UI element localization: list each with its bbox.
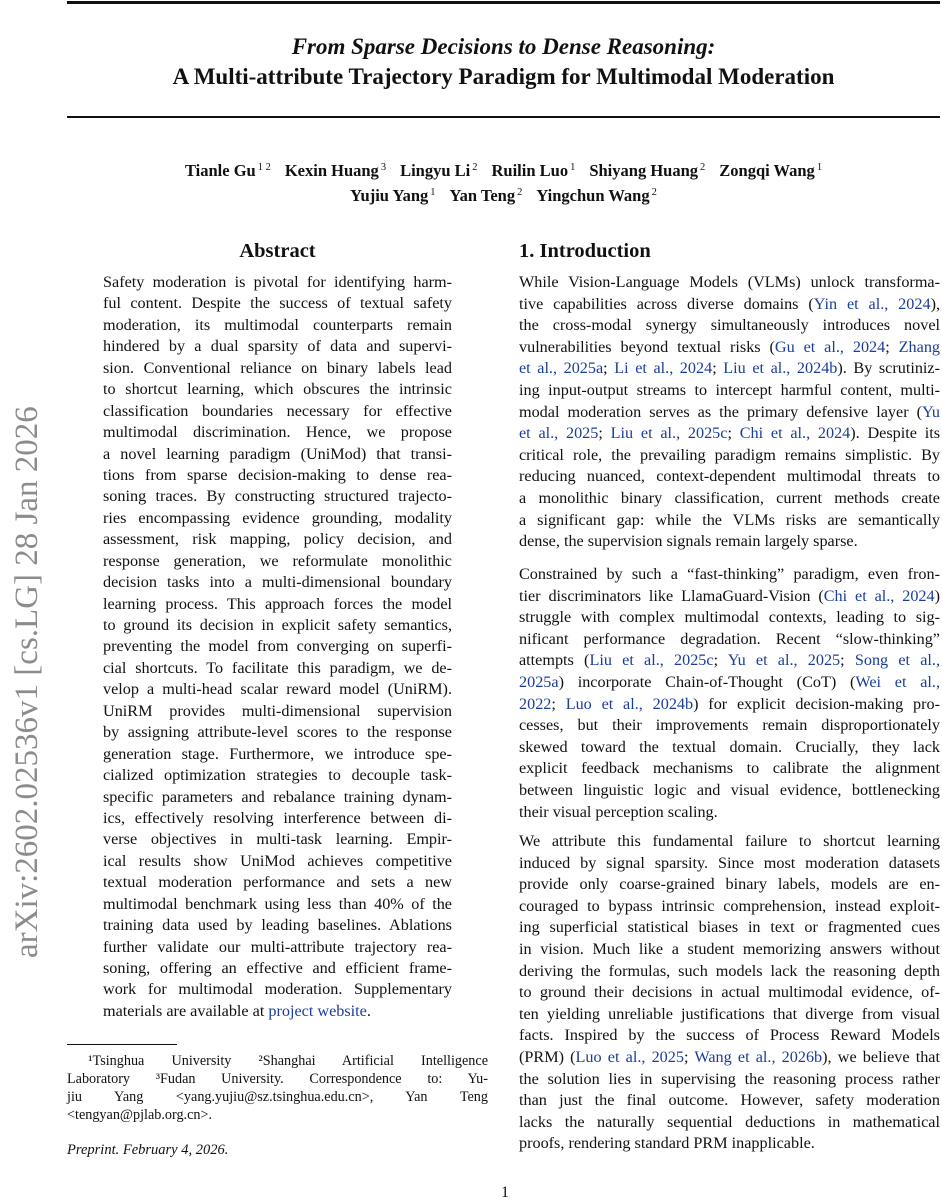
text-line xyxy=(103,915,452,936)
title-line-1: From Sparse Decisions to Dense Reasoning: xyxy=(291,34,716,59)
text-line xyxy=(103,808,452,829)
text-segment: Laboratory ³Fudan University. Correspondence to: Yu- xyxy=(67,1071,488,1087)
text-segment: ; xyxy=(885,337,899,356)
citation-link[interactable]: Liu et al., 2024b xyxy=(723,359,838,378)
text-segment: learning process. This approach forces the model xyxy=(103,594,452,613)
citation-link[interactable]: Yin et al., 2024 xyxy=(813,294,931,313)
text-segment: ; xyxy=(683,1047,695,1066)
text-line xyxy=(103,1001,452,1022)
preprint-date: Preprint. February 4, 2026. xyxy=(67,1142,229,1158)
title-line-2: A Multi-attribute Trajectory Paradigm for Multimodal Moderation xyxy=(172,64,835,89)
text-segment: cialized optimization strategies to decouple task- xyxy=(103,766,452,785)
text-segment: sion. Conventional reliance on binary labels lead xyxy=(103,358,452,377)
text-line xyxy=(103,379,452,400)
text-segment: soning, offering an effective and efficient frame- xyxy=(103,959,452,977)
text-line xyxy=(519,917,940,939)
text-line xyxy=(519,737,940,759)
citation-link[interactable]: Chi et al., 2024 xyxy=(823,586,935,605)
citation-link[interactable]: Song et al., xyxy=(854,651,941,670)
text-segment: further validate our multi-attribute trajectory rea- xyxy=(103,937,452,956)
text-segment: moderation, its multimodal counterparts remain xyxy=(103,315,452,334)
text-segment: induced by signal sparsity. Since most moderation datasets xyxy=(519,853,940,872)
text-line xyxy=(519,488,940,510)
text-segment: ; xyxy=(712,359,724,378)
citation-link[interactable]: Wang et al., 2026b xyxy=(694,1047,823,1066)
text-segment: their visual perception scaling. xyxy=(519,802,718,821)
author-name: Yingchun Wang xyxy=(536,186,650,205)
text-segment: generation stage. Furthermore, we introduce spe- xyxy=(103,744,452,763)
abstract-heading: Abstract xyxy=(239,240,316,262)
text-line xyxy=(519,315,940,337)
text-line xyxy=(519,853,940,875)
author-affiliation-marker: 1 xyxy=(430,187,436,198)
text-line xyxy=(519,607,940,629)
author xyxy=(589,161,705,180)
text-line xyxy=(103,594,452,615)
author-affiliation-marker: 1 2 xyxy=(257,162,271,173)
text-line xyxy=(519,1112,940,1134)
text-segment: dense, the supervision signals remain largely sparse. xyxy=(519,532,858,551)
author-affiliation-marker: 2 xyxy=(472,162,478,173)
text-line xyxy=(103,272,452,293)
text-segment: We attribute this fundamental failure to shortcut learning xyxy=(519,832,940,850)
author xyxy=(185,161,271,180)
author xyxy=(491,161,575,180)
text-line xyxy=(103,872,452,893)
abstract-text xyxy=(103,272,452,1022)
text-line xyxy=(519,874,940,896)
text-line xyxy=(103,636,452,657)
citation-link[interactable]: Zhang xyxy=(898,337,941,356)
text-segment: critical role, the prevailing paradigm remains simplistic. By xyxy=(519,445,940,464)
text-segment: tive capabilities across diverse domains ( xyxy=(519,294,814,313)
text-line xyxy=(519,531,940,553)
text-segment: ), xyxy=(930,294,940,313)
text-line xyxy=(103,529,452,550)
text-line xyxy=(103,293,452,314)
text-line xyxy=(103,444,452,465)
intro-paragraph xyxy=(519,564,940,823)
text-segment: ; xyxy=(727,424,740,443)
citation-link[interactable]: Yu xyxy=(922,402,940,421)
text-line xyxy=(519,564,940,586)
text-line xyxy=(103,679,452,700)
author xyxy=(536,186,657,205)
citation-link[interactable]: project website xyxy=(268,1001,367,1020)
text-segment: ; xyxy=(713,651,728,670)
text-line xyxy=(103,486,452,507)
text-segment: couraged to bypass intrinsic comprehension, instead exploit- xyxy=(519,896,940,915)
text-line xyxy=(519,1069,940,1091)
text-segment: jiu Yang <yang.yujiu@sz.tsinghua.edu.cn>, Yan Teng xyxy=(67,1089,488,1105)
footnote-rule xyxy=(67,1044,177,1045)
title-bottom-rule xyxy=(67,116,940,118)
text-segment: cial shortcuts. To facilitate this paradigm, we de- xyxy=(103,658,452,677)
text-segment: ries encompassing evidence grounding, modality xyxy=(103,508,452,527)
text-segment: preventing the model from converging on superfi- xyxy=(103,637,452,656)
text-line xyxy=(103,358,452,379)
text-line xyxy=(519,961,940,983)
text-line xyxy=(103,722,452,743)
text-segment: to ground its decision in explicit safety semantics, xyxy=(103,616,452,634)
text-line xyxy=(519,1004,940,1026)
text-line xyxy=(519,337,940,359)
text-segment: ing input-output streams to intercept harmful content, multi- xyxy=(519,380,940,399)
author-name: Ruilin Luo xyxy=(491,161,569,180)
author-name: Yan Teng xyxy=(449,186,516,205)
text-segment: proofs, rendering standard PRM inapplicable. xyxy=(519,1134,815,1153)
text-segment: ). Despite its xyxy=(850,424,940,443)
text-segment: decision tasks into a multi-dimensional boundary xyxy=(103,573,452,592)
text-segment: ), we believe that xyxy=(822,1047,940,1066)
text-segment: ) for explicit decision-making pro- xyxy=(693,694,940,713)
text-line xyxy=(519,358,940,380)
text-segment: reducing nuanced, context-dependent multimodal threats to xyxy=(519,467,940,486)
text-segment: tier discriminators like LlamaGuard-Vision ( xyxy=(519,586,824,605)
text-segment: work for multimodal moderation. Supplementary xyxy=(103,980,452,999)
section-heading-introduction: 1. Introduction xyxy=(519,240,651,262)
text-segment: multimodal benchmark using less than 40% of the xyxy=(103,894,452,913)
author-name: Shiyang Huang xyxy=(589,161,699,180)
text-segment: ; xyxy=(840,651,855,670)
text-line xyxy=(103,744,452,765)
text-line xyxy=(519,1025,940,1047)
text-segment: modal moderation serves as the primary defensive layer ( xyxy=(519,402,922,421)
text-line xyxy=(103,315,452,336)
author xyxy=(350,186,435,205)
text-segment: specific parameters and rebalance training dynam- xyxy=(103,787,452,806)
text-segment: UniRM provides multi-dimensional supervision xyxy=(103,701,452,720)
text-segment: struggle with complex multimodal contexts, leading to sig- xyxy=(519,608,940,627)
text-line xyxy=(519,939,940,961)
author-affiliation-marker: 2 xyxy=(651,187,657,198)
text-segment: (PRM) ( xyxy=(519,1047,576,1066)
text-segment: ¹Tsinghua University ²Shanghai Artificial Intelligence xyxy=(67,1053,488,1069)
author-affiliation-marker: 1 xyxy=(816,162,823,173)
author-list xyxy=(67,157,940,207)
text-line xyxy=(519,1047,940,1069)
text-line xyxy=(519,586,940,608)
text-line xyxy=(103,658,452,679)
text-segment: provide only coarse-grained binary labels, models are en- xyxy=(519,875,940,894)
text-segment: to ground their decisions in actual multimodal evidence, of- xyxy=(519,983,940,1002)
text-segment: by assigning attribute-level scores to the response xyxy=(103,723,452,742)
citation-link[interactable]: Li et al., 2024 xyxy=(614,359,713,378)
author-row xyxy=(67,157,940,182)
text-segment: vulnerabilities beyond textual risks ( xyxy=(519,337,775,356)
text-segment: to shortcut learning, which obscures the intrinsic xyxy=(103,380,452,399)
text-line xyxy=(103,787,452,808)
text-segment: ics, effectively resolving interference between di- xyxy=(103,808,452,827)
author xyxy=(285,161,386,180)
text-segment: . xyxy=(366,1001,371,1020)
author-name: Yujiu Yang xyxy=(350,186,429,205)
author-affiliation-marker: 1 xyxy=(570,162,576,173)
arxiv-stamp: arXiv:2602.02536v1 [cs.LG] 28 Jan 2026 xyxy=(9,406,45,958)
text-line xyxy=(519,896,940,918)
footnote-affiliations xyxy=(67,1052,488,1124)
text-line xyxy=(103,765,452,786)
text-segment: a novel learning paradigm (UniMod) that transi- xyxy=(103,444,452,463)
text-line xyxy=(103,829,452,850)
text-line xyxy=(103,979,452,1000)
text-segment: While Vision-Language Models (VLMs) unlock transforma- xyxy=(519,273,940,291)
author-name: Lingyu Li xyxy=(400,161,471,180)
text-line xyxy=(519,510,940,532)
text-line xyxy=(519,423,940,445)
author xyxy=(400,161,477,180)
text-segment: lacks the naturally sequential deductions in mathematical xyxy=(519,1112,940,1131)
text-segment: ) incorporate Chain-of-Thought (CoT) ( xyxy=(558,672,856,691)
text-segment: cesses, but their improvements remain disproportionately xyxy=(519,716,940,735)
text-line xyxy=(519,982,940,1004)
page-number: 1 xyxy=(501,1184,509,1201)
text-line xyxy=(519,629,940,651)
text-segment: in vision. Much like a student memorizing answers without xyxy=(519,939,940,958)
text-line xyxy=(519,445,940,467)
text-line xyxy=(103,958,452,979)
author-affiliation-marker: 2 xyxy=(700,162,706,173)
citation-link[interactable]: Liu et al., 2025c xyxy=(610,424,728,443)
text-line xyxy=(519,402,940,424)
top-rule xyxy=(67,1,940,4)
text-segment: between linguistic logic and visual evidence, bottlenecking xyxy=(519,780,940,799)
text-line xyxy=(519,466,940,488)
text-segment: Safety moderation is pivotal for identifying harm- xyxy=(103,273,452,291)
text-segment: materials are available at xyxy=(103,1001,269,1020)
text-segment: classification boundaries necessary for effective xyxy=(103,401,452,420)
text-segment: multimodal discrimination. Hence, we propose xyxy=(103,423,452,442)
text-line xyxy=(103,851,452,872)
author-affiliation-marker: 2 xyxy=(517,187,523,198)
text-segment: deriving the formulas, such models lack the reasoning depth xyxy=(519,961,940,980)
author xyxy=(719,161,822,180)
text-line xyxy=(519,272,940,294)
text-line xyxy=(67,1088,488,1106)
text-line xyxy=(103,336,452,357)
text-segment: ten yielding unreliable justifications that diverge from visual xyxy=(519,1004,940,1023)
text-line xyxy=(103,551,452,572)
citation-link[interactable]: Chi et al., 2024 xyxy=(739,424,851,443)
text-line xyxy=(519,715,940,737)
citation-link[interactable]: Gu et al., 2024 xyxy=(774,337,886,356)
text-line xyxy=(519,1133,940,1155)
text-line xyxy=(103,422,452,443)
citation-link[interactable]: Luo et al., 2024b xyxy=(565,694,694,713)
text-segment: than just the final outcome. However, safety moderation xyxy=(519,1091,940,1110)
text-segment: response generation, we reformulate monolithic xyxy=(103,551,452,570)
text-line xyxy=(519,294,940,316)
text-segment: nificant performance degradation. Recent “slow-thinking” xyxy=(519,629,940,648)
author xyxy=(450,186,523,205)
citation-link[interactable]: Wei et al., xyxy=(855,672,940,691)
text-segment: ; xyxy=(598,424,611,443)
author-affiliation-marker: 3 xyxy=(380,162,387,173)
text-line xyxy=(103,615,452,636)
text-segment: ) xyxy=(934,586,940,605)
text-segment: ical results show UniMod achieves competitive xyxy=(103,851,452,870)
citation-link[interactable]: Yu et al., 2025 xyxy=(727,651,841,670)
text-segment: velop a multi-head scalar reward model (UniRM). xyxy=(103,680,452,699)
text-line xyxy=(67,1052,488,1070)
text-line xyxy=(519,650,940,672)
text-segment: ; xyxy=(551,694,566,713)
text-segment: textual moderation performance and sets a new xyxy=(103,873,452,892)
text-segment: the cross-modal synergy simultaneously introduces novel xyxy=(519,316,940,335)
text-segment: ; xyxy=(603,359,615,378)
text-line xyxy=(103,701,452,722)
text-segment: ). By scrutiniz- xyxy=(837,359,940,378)
text-segment: ful content. Despite the success of textual safety xyxy=(103,294,452,313)
text-segment: verse objectives in multi-task learning. Empir- xyxy=(103,830,452,849)
author-name: Kexin Huang xyxy=(284,161,379,180)
citation-link[interactable]: Liu et al., 2025c xyxy=(589,651,714,670)
text-line xyxy=(103,572,452,593)
text-segment: attempts ( xyxy=(519,651,590,670)
text-line xyxy=(519,1090,940,1112)
text-segment: skewed toward the textual domain. Crucially, they lack xyxy=(519,737,940,756)
author-name: Zongqi Wang xyxy=(719,161,815,180)
text-segment: facts. Inspired by the success of Process Reward Models xyxy=(519,1026,940,1045)
citation-link[interactable]: 2022 xyxy=(519,694,552,713)
text-segment: explicit feedback mechanisms to calibrate the alignment xyxy=(519,759,940,778)
text-line xyxy=(519,758,940,780)
text-segment: tions from sparse decision-making to dense rea- xyxy=(103,465,452,484)
text-line xyxy=(67,1070,488,1088)
text-line xyxy=(103,894,452,915)
text-line xyxy=(103,508,452,529)
text-line xyxy=(519,831,940,853)
text-segment: a significant gap: while the VLMs risks are semantically xyxy=(519,510,940,529)
text-segment: <tengyan@pjlab.org.cn>. xyxy=(67,1107,213,1123)
citation-link[interactable]: et al., 2025a xyxy=(519,359,604,378)
text-line xyxy=(103,401,452,422)
citation-link[interactable]: et al., 2025 xyxy=(519,424,599,443)
text-line xyxy=(519,380,940,402)
text-segment: hindered by a dual sparsity of data and supervi- xyxy=(103,337,452,356)
text-line xyxy=(519,672,940,694)
text-line xyxy=(519,780,940,802)
text-segment: assessment, risk mapping, policy decision, and xyxy=(103,530,452,549)
text-segment: ing superficial statistical biases in text or fragmented cues xyxy=(519,918,940,937)
author-row xyxy=(67,182,940,207)
citation-link[interactable]: 2025a xyxy=(519,672,559,691)
citation-link[interactable]: Luo et al., 2025 xyxy=(575,1047,684,1066)
text-line xyxy=(103,465,452,486)
author-name: Tianle Gu xyxy=(184,161,256,180)
text-line xyxy=(519,694,940,716)
text-segment: soning traces. By constructing structured trajecto- xyxy=(103,487,452,506)
text-line xyxy=(103,937,452,958)
text-segment: the solution lies in supervising the reasoning process rather xyxy=(519,1069,940,1088)
text-segment: a monolithic binary classification, current methods create xyxy=(519,488,940,507)
text-segment: Constrained by such a “fast-thinking” paradigm, even fron- xyxy=(519,565,940,583)
text-line xyxy=(519,802,940,824)
intro-paragraph xyxy=(519,272,940,553)
intro-paragraph xyxy=(519,831,940,1155)
text-segment: training data used by leading baselines. Ablations xyxy=(103,916,452,935)
text-line xyxy=(67,1106,488,1124)
